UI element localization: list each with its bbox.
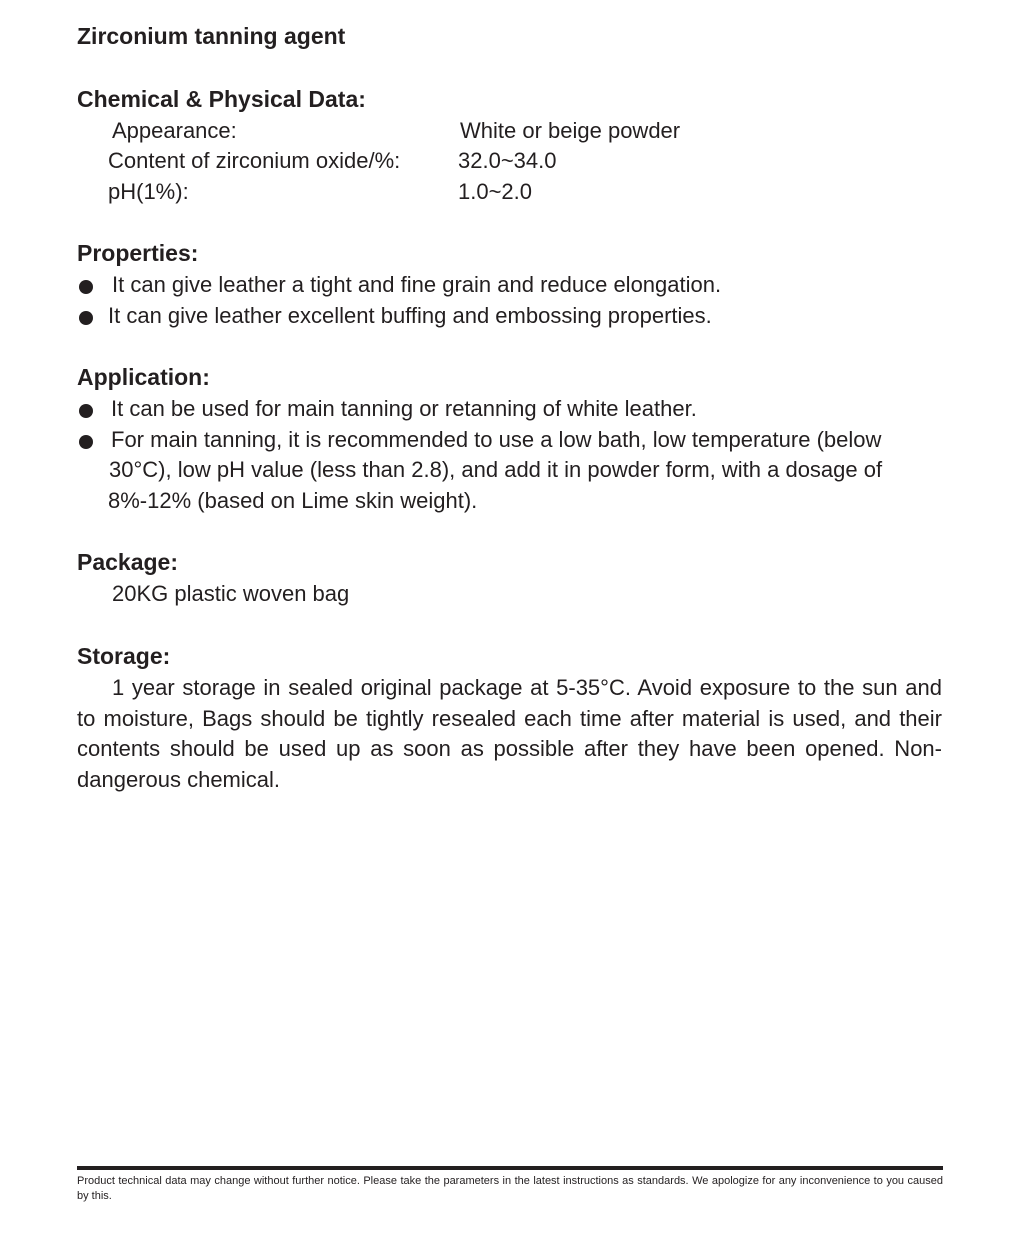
- footer-disclaimer: Product technical data may change without further notice. Please take the parameters in the latest instructions as standards. We apologize for any inconvenience to you caused by this.: [77, 1175, 943, 1202]
- list-item-line: For main tanning, it is recommended to use a low bath, low temperature (below: [111, 427, 882, 452]
- list-item-line: 8%-12% (based on Lime skin weight).: [108, 488, 478, 513]
- appearance-value: White or beige powder: [460, 118, 681, 143]
- footer-divider: [77, 1166, 943, 1170]
- list-item: It can give leather excellent buffing and embossing properties.: [108, 303, 712, 328]
- appearance-label: Appearance:: [112, 118, 237, 143]
- document-title: Zirconium tanning agent: [77, 23, 346, 49]
- storage-text: 1 year storage in sealed original package at 5-35°C. Avoid exposure to the sun and to moisture, Bags should be tightly resealed each time after material is used, and their contents should be used up as soon as possible after they have been opened. Non-dangerous chemical.: [77, 675, 942, 792]
- bullet-icon: [79, 280, 93, 294]
- list-item-line: 30°C), low pH value (less than 2.8), and add it in powder form, with a dosage of: [109, 457, 883, 482]
- package-text: 20KG plastic woven bag: [112, 581, 350, 606]
- bullet-icon: [79, 435, 93, 449]
- storage-heading: Storage:: [77, 643, 171, 669]
- chemical-data-heading: Chemical & Physical Data:: [77, 86, 366, 112]
- zirconium-oxide-value: 32.0~34.0: [458, 148, 557, 173]
- properties-heading: Properties:: [77, 240, 199, 266]
- list-item: It can give leather a tight and fine grain and reduce elongation.: [112, 272, 722, 297]
- list-item: It can be used for main tanning or retanning of white leather.: [111, 396, 697, 421]
- bullet-icon: [79, 311, 93, 325]
- ph-label: pH(1%):: [108, 179, 189, 204]
- application-heading: Application:: [77, 364, 210, 390]
- zirconium-oxide-label: Content of zirconium oxide/%:: [108, 148, 401, 173]
- ph-value: 1.0~2.0: [458, 179, 533, 204]
- package-heading: Package:: [77, 549, 179, 575]
- bullet-icon: [79, 404, 93, 418]
